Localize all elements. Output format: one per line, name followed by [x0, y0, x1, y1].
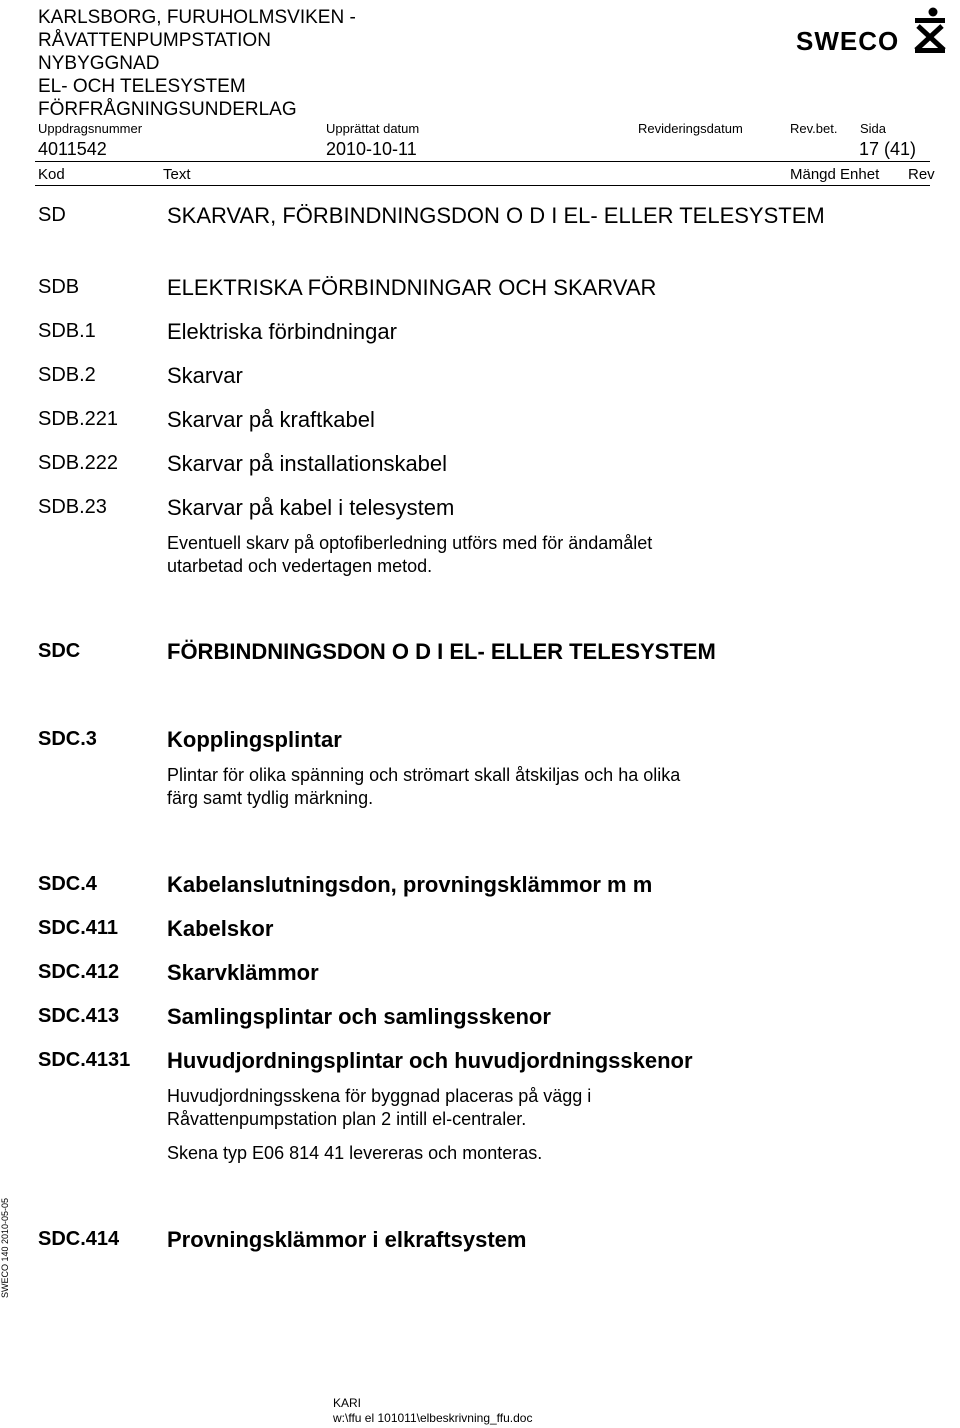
paragraph-line: Plintar för olika spänning och strömart skall åtskiljas och ha olika	[167, 765, 681, 785]
section-heading: SKARVAR, FÖRBINDNINGSDON O D I EL- ELLER TELESYSTEM	[167, 203, 825, 228]
value-uppdragsnummer: 4011542	[38, 139, 107, 159]
footer-author: KARI	[333, 1396, 362, 1410]
paragraph-line: utarbetad och vedertagen metod.	[167, 556, 433, 576]
section-code: SDC.3	[38, 728, 97, 750]
section-heading: FÖRBINDNINGSDON O D I EL- ELLER TELESYSTEM	[167, 639, 716, 664]
title-line-2: RÅVATTENPUMPSTATION	[38, 30, 271, 51]
section-heading: Skarvar på installationskabel	[167, 451, 448, 476]
section-code: SDC.412	[38, 961, 120, 983]
section-code: SDC.413	[38, 1005, 120, 1027]
section-code: SDC.414	[38, 1228, 120, 1250]
section-heading: Skarvar	[167, 363, 243, 388]
column-kod: Kod	[38, 166, 65, 183]
section-heading: Skarvar på kraftkabel	[167, 407, 375, 432]
section-code: SDB.1	[38, 320, 96, 342]
footer-path: w:\ffu el 101011\elbeskrivning_ffu.doc	[333, 1411, 533, 1425]
section-heading: Kabelanslutningsdon, provningsklämmor m m	[167, 872, 653, 897]
header-rule-top	[35, 161, 930, 162]
section-heading: Samlingsplintar och samlingsskenor	[167, 1004, 551, 1029]
section-heading: Skarvar på kabel i telesystem	[167, 495, 455, 520]
column-mangd-enhet: Mängd Enhet	[790, 166, 880, 183]
section-code: SDB.2	[38, 364, 96, 386]
column-text: Text	[163, 166, 191, 183]
title-line-3: NYBYGGNAD	[38, 53, 160, 74]
section-heading: Kopplingsplintar	[167, 727, 342, 752]
value-sida: 17 (41)	[859, 139, 917, 159]
logo-text: SWECO	[796, 26, 900, 56]
header-rule-bottom	[35, 185, 930, 186]
paragraph-line: Eventuell skarv på optofiberledning utförs med för ändamålet	[167, 533, 653, 553]
section-heading: Kabelskor	[167, 916, 274, 941]
label-uppdragsnummer: Uppdragsnummer	[38, 121, 143, 136]
label-sida: Sida	[860, 121, 887, 136]
side-stamp: SWECO 140 2010-05-05	[0, 1197, 10, 1298]
section-heading: Provningsklämmor i elkraftsystem	[167, 1227, 527, 1252]
paragraph-line: färg samt tydlig märkning.	[167, 788, 374, 808]
section-code: SDB.221	[38, 408, 119, 430]
section-code: SDC.411	[38, 917, 119, 939]
section-heading: Skarvklämmor	[167, 960, 319, 985]
section-heading: Elektriska förbindningar	[167, 319, 397, 344]
section-heading: Huvudjordningsplintar och huvudjordningsskenor	[167, 1048, 693, 1073]
column-rev: Rev	[908, 166, 935, 183]
title-line-4: EL- OCH TELESYSTEM	[38, 76, 246, 97]
paragraph-line: Råvattenpumpstation plan 2 intill el-centraler.	[167, 1109, 527, 1129]
section-code: SDC	[38, 640, 81, 662]
section-code: SD	[38, 204, 66, 226]
section-code: SDB.222	[38, 452, 119, 474]
sweco-logo	[796, 6, 956, 56]
value-upprattat-datum: 2010-10-11	[326, 139, 417, 159]
sweco-mark-icon	[910, 6, 950, 56]
title-line-5: FÖRFRÅGNINGSUNDERLAG	[38, 99, 297, 120]
section-heading: ELEKTRISKA FÖRBINDNINGAR OCH SKARVAR	[167, 275, 657, 300]
label-upprattat-datum: Upprättat datum	[326, 121, 420, 136]
label-revideringsdatum: Revideringsdatum	[638, 121, 743, 136]
section-code: SDC.4131	[38, 1049, 131, 1071]
section-code: SDC.4	[38, 873, 97, 895]
section-code: SDB	[38, 276, 80, 298]
label-rev-bet: Rev.bet.	[790, 121, 838, 136]
paragraph-line: Skena typ E06 814 41 levereras och monteras.	[167, 1143, 543, 1163]
title-line-1: KARLSBORG, FURUHOLMSVIKEN -	[38, 7, 356, 28]
paragraph-line: Huvudjordningsskena för byggnad placeras på vägg i	[167, 1086, 592, 1106]
section-code: SDB.23	[38, 496, 107, 518]
